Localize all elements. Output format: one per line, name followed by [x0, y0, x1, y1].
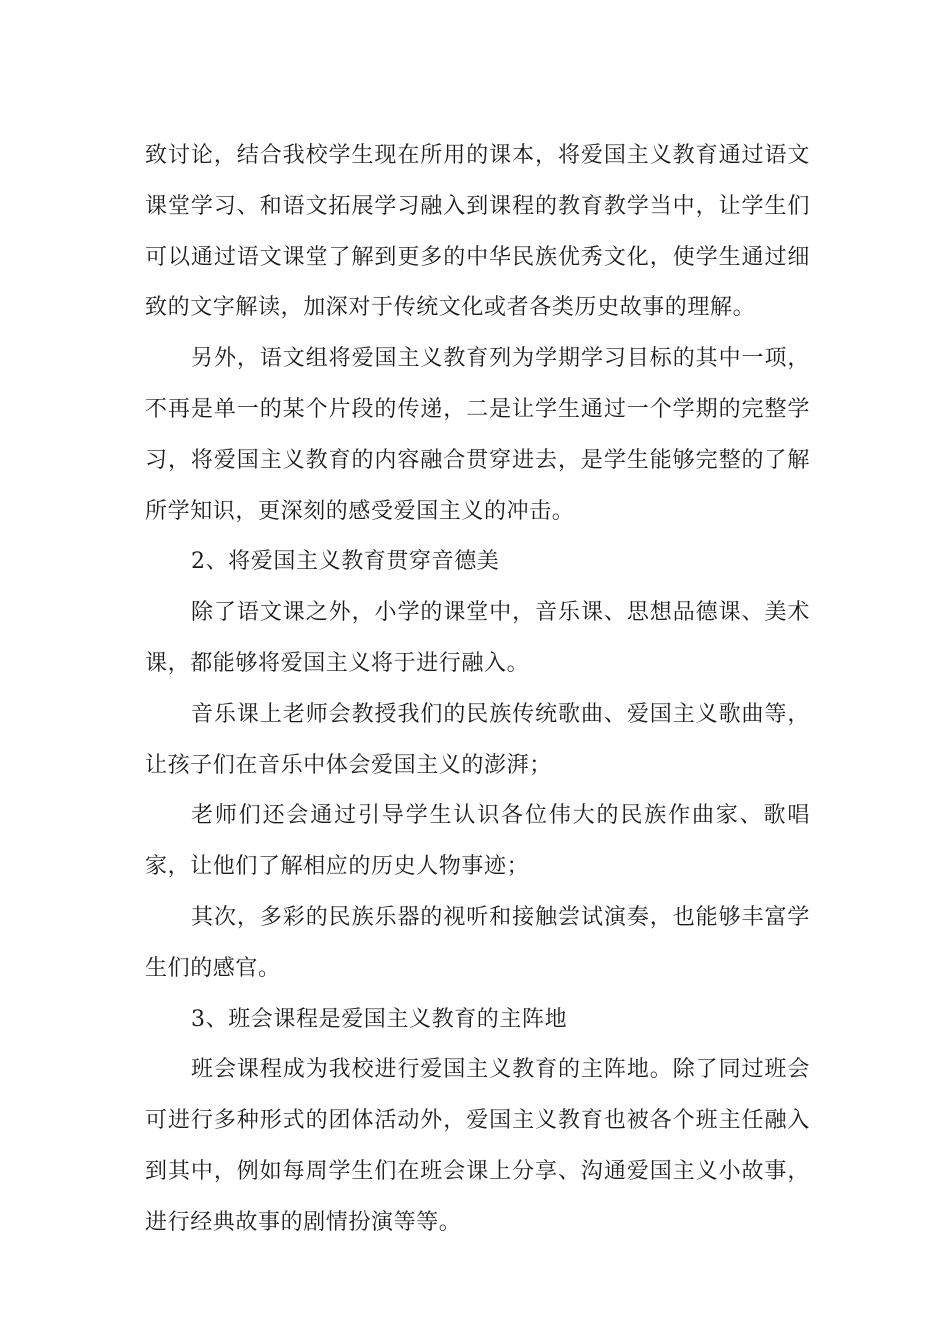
paragraph-instruments: 其次，多彩的民族乐器的视听和接触尝试演奏，也能够丰富学生们的感官。 — [145, 904, 810, 981]
section-heading-3: 3、班会课程是爱国主义教育的主阵地 — [191, 1006, 568, 1032]
paragraph-class-meeting: 班会课程成为我校进行爱国主义教育的主阵地。除了同过班会可进行多种形式的团体活动外，爱国主义教育也被各个班主任融入到其中，例如每周学生们在班会课上分享、沟通爱国主义小故事，进行经典故事的剧情扮演等等。 — [145, 1057, 810, 1235]
section-heading-2: 2、将爱国主义教育贯穿音德美 — [191, 549, 500, 575]
paragraph-other-subjects: 除了语文课之外，小学的课堂中，音乐课、思想品德课、美术课，都能够将爱国主义将于进行融入。 — [145, 600, 810, 676]
paragraph-continuation: 致讨论，结合我校学生现在所用的课本，将爱国主义教育通过语文课堂学习、和语文拓展学习融入到课程的教育教学当中，让学生们可以通过语文课堂了解到更多的中华民族优秀文化，使学生通过细致的文字解读，加深对于传统文化或者各类历史故事的理解。 — [145, 143, 810, 321]
paragraph-music-songs: 音乐课上老师会教授我们的民族传统歌曲、爱国主义歌曲等，让孩子们在音乐中体会爱国主义的澎湃； — [145, 701, 810, 778]
paragraph-composers: 老师们还会通过引导学生认识各位伟大的民族作曲家、歌唱家，让他们了解相应的历史人物事迹； — [145, 803, 810, 880]
document-body — [145, 131, 810, 1249]
paragraph-chinese-goals: 另外，语文组将爱国主义教育列为学期学习目标的其中一项，不再是单一的某个片段的传递，二是让学生通过一个学期的完整学习，将爱国主义教育的内容融合贯穿进去，是学生能够完整的了解所学知识，更深刻的感受爱国主义的冲击。 — [145, 346, 810, 524]
